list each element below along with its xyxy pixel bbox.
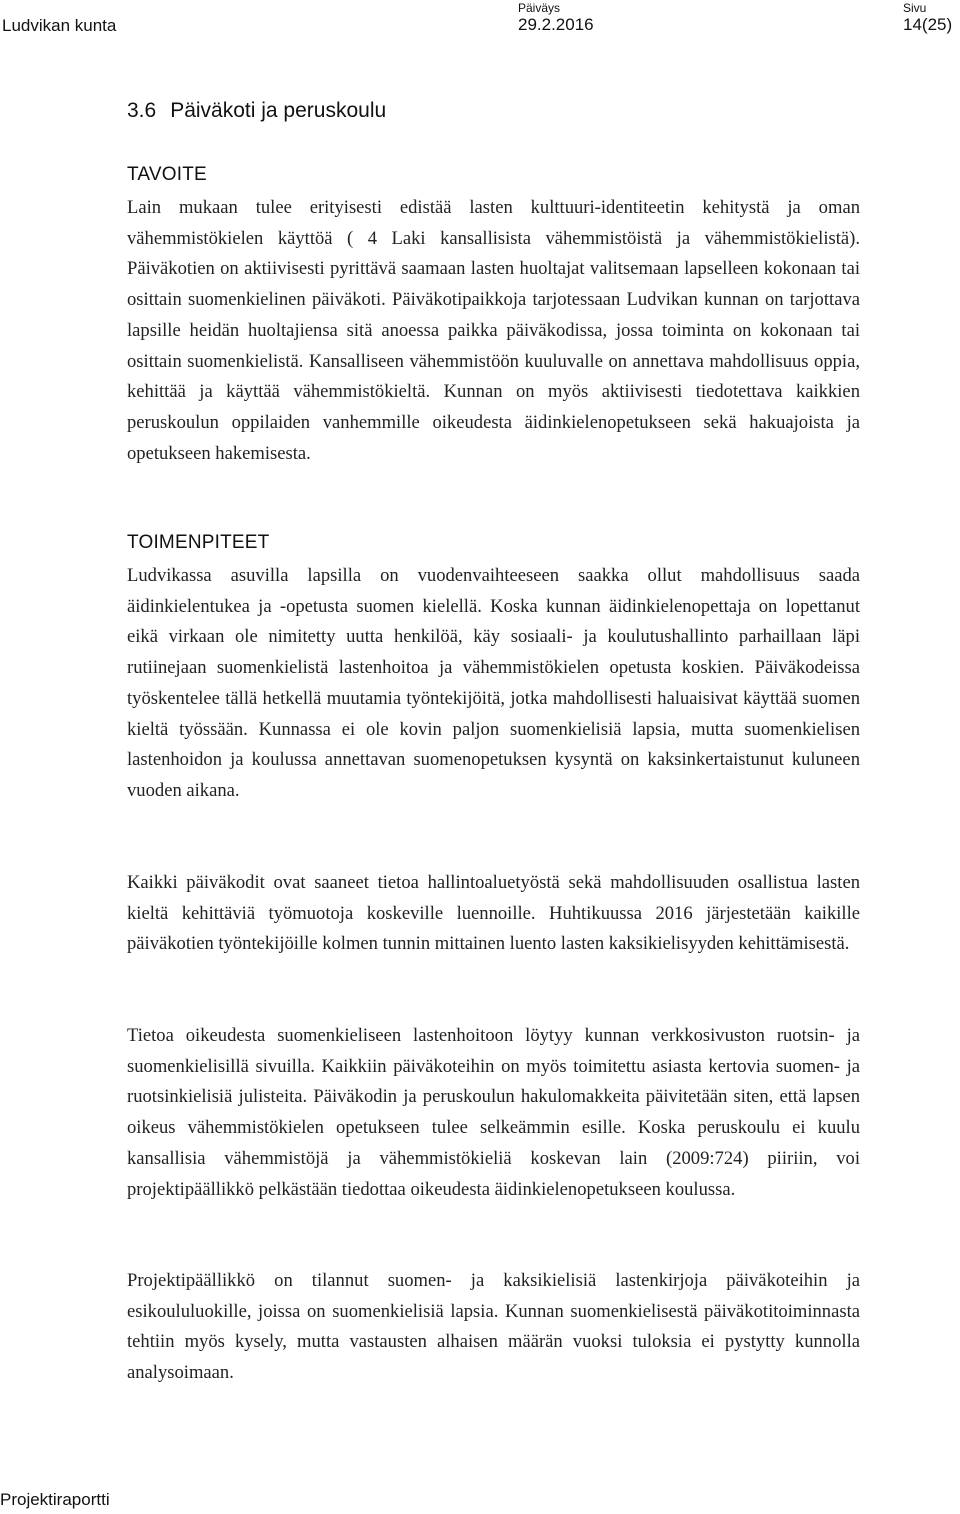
organization-name: Ludvikan kunta	[2, 16, 117, 35]
goal-heading: TAVOITE	[127, 164, 207, 185]
date-label: Päiväys	[518, 1, 561, 15]
actions-paragraph-4: Projektipäällikkö on tilannut suomen- ja kaksikielisiä lastenkirjoja päiväkoteihin ja esikoululuokille, joissa on suomenkielisiä lapsia. Kunnan suomenkielisestä päiväkotitoiminnasta tehtiin myös kysely, mutta vastausten alhaisen määrän vuoksi tuloksia ei pystytty kunnolla analysoimaan.	[127, 1270, 860, 1384]
page-value: 14(25)	[903, 15, 953, 34]
actions-heading: TOIMENPITEET	[127, 532, 270, 553]
actions-paragraph-1: Ludvikassa asuvilla lapsilla on vuodenvaihteeseen saakka ollut mahdollisuus saada äidinkielentukea ja -opetusta suomen kielellä. Koska kunnan äidinkielenopettaja on lopettanut eikä virkaan ole nimitetty uutta henkilöä, käy sosiaali- ja koulutushallinto parhaillaan läpi rutiinejaan suomenkielistä lastenhoitoa ja vähemmistökielen opetusta koskien. Päiväkodeissa työskentelee tällä hetkellä muutamia työntekijöitä, jotka mahdollisesti haluaisivat käyttää suomen kieltä työssään. Kunnassa ei ole kovin paljon suomenkielisiä lapsia, mutta suomenkielisen lastenhoidon ja koulussa annettavan suomenopetuksen kysyntä on kaksinkertaistunut kuluneen vuoden aikana.	[127, 565, 860, 801]
footer-document-type: Projektiraportti	[0, 1490, 110, 1509]
page-label: Sivu	[903, 1, 927, 15]
actions-paragraph-3: Tietoa oikeudesta suomenkieliseen lastenhoitoon löytyy kunnan verkkosivuston ruotsin- ja suomenkielisillä sivuilla. Kaikkiin päiväkoteihin on myös toimitettu asiasta kertovia suomen- ja ruotsinkielisiä julisteita. Päiväkodin ja peruskoulun hakulomakkeita päivitetään siten, että lapsen oikeus vähemmistökielen opetukseen tulee selkeämmin esille. Koska peruskoulu ei kuulu kansallisia vähemmistöjä ja vähemmistökieliä koskevan lain (2009:724) piiriin, voi projektipäällikkö pelkästään tiedottaa oikeudesta äidinkielenopetukseen koulussa.	[127, 1025, 860, 1200]
actions-paragraph-2: Kaikki päiväkodit ovat saaneet tietoa hallintoaluetyöstä sekä mahdollisuuden osallistua lasten kieltä kehittäviä työmuotoja koskeville luennoille. Huhtikuussa 2016 järjestetään kaikille päiväkotien työntekijöille kolmen tunnin mittainen luento lasten kaksikielisyyden kehittämisestä.	[127, 872, 860, 955]
section-title-text: Päiväkoti ja peruskoulu	[170, 99, 387, 122]
section-title	[127, 98, 386, 124]
goal-paragraph: Lain mukaan tulee erityisesti edistää lasten kulttuuri-identiteetin kehitystä ja oman vähemmistökielen käyttöä ( 4 Laki kansallisista vähemmistöistä ja vähemmistökielistä). Päiväkotien on aktiivisesti pyrittävä saamaan lasten huoltajat valitsemaan lapselleen kokonaan tai osittain suomenkielinen päiväkoti. Päiväkotipaikkoja tarjotessaan Ludvikan kunnan on tarjottava lapsille heidän huoltajiensa sitä anoessa paikka päiväkodissa, jossa toiminta on kokonaan tai osittain suomenkielistä. Kansalliseen vähemmistöön kuuluvalle on annettava mahdollisuus oppia, kehittää ja käyttää vähemmistökieltä. Kunnan on myös aktiivisesti tiedotettava kaikkien peruskoulun oppilaiden vanhemmille oikeudesta äidinkielenopetukseen sekä hakuajoista ja opetukseen hakemisesta.	[127, 197, 860, 464]
date-value: 29.2.2016	[518, 15, 594, 34]
section-number: 3.6	[127, 99, 157, 122]
header-date	[518, 1, 594, 35]
header-page-number	[903, 1, 952, 35]
